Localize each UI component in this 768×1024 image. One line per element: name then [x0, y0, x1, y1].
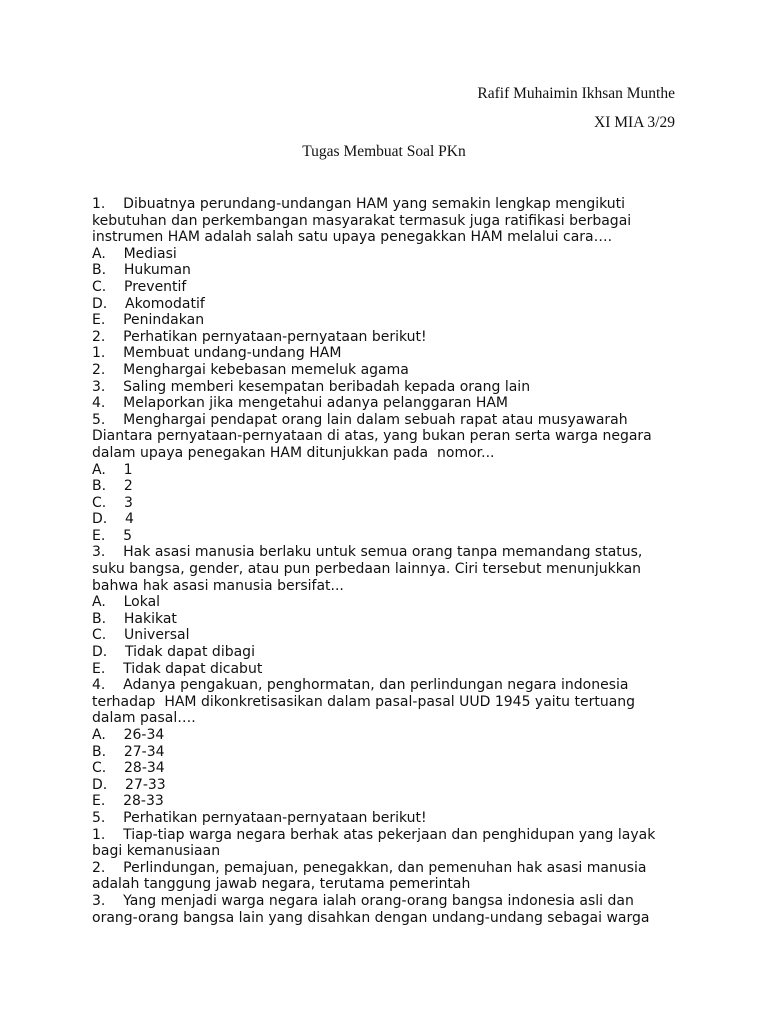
- text-line: instrumen HAM adalah salah satu upaya penegakkan HAM melalui cara….: [92, 229, 613, 246]
- text-line: A. 26-34: [92, 727, 165, 743]
- text-line: dalam upaya penegakan HAM ditunjukkan pada nomor...: [92, 444, 495, 461]
- text-line: E. 28-33: [92, 793, 164, 810]
- text-line: Diantara pernyataan-pernyataan di atas, yang bukan peran serta warga negara: [92, 428, 652, 445]
- text-line: 2. Menghargai kebebasan memeluk agama: [92, 361, 409, 378]
- text-line: terhadap HAM dikonkretisasikan dalam pasal-pasal UUD 1945 yaitu tertuang: [92, 693, 636, 710]
- text-line: C. Universal: [92, 627, 190, 644]
- text-line: 1. Dibuatnya perundang-undangan HAM yang semakin lengkap mengikuti: [92, 196, 626, 212]
- text-line: D. 4: [92, 511, 134, 528]
- text-line: C. 28-34: [92, 760, 165, 777]
- text-line: A. Mediasi: [92, 245, 177, 262]
- question-body: [92, 196, 672, 926]
- text-line: bagi kemanusiaan: [92, 843, 221, 860]
- document-title: Tugas Membuat Soal PKn: [302, 143, 466, 160]
- text-line: 5. Perhatikan pernyataan-pernyataan berikut!: [92, 809, 427, 826]
- text-line: E. Penindakan: [92, 312, 205, 329]
- text-line: A. 1: [92, 461, 133, 478]
- text-line: B. 27-34: [92, 743, 165, 760]
- text-line: suku bangsa, gender, atau pun perbedaan lainnya. Ciri tersebut menunjukkan: [92, 561, 642, 578]
- text-line: 1. Membuat undang-undang HAM: [92, 345, 342, 362]
- text-line: D. Akomodatif: [92, 295, 205, 312]
- text-line: bahwa hak asasi manusia bersifat...: [92, 577, 344, 594]
- text-line: 1. Tiap-tiap warga negara berhak atas pekerjaan dan penghidupan yang layak: [92, 826, 656, 843]
- text-line: 4. Adanya pengakuan, penghormatan, dan perlindungan negara indonesia: [92, 677, 629, 694]
- text-line: D. Tidak dapat dibagi: [92, 644, 255, 661]
- text-line: adalah tanggung jawab negara, terutama pemerintah: [92, 876, 471, 893]
- text-line: D. 27-33: [92, 776, 166, 793]
- text-line: B. Hakikat: [92, 610, 177, 627]
- text-line: orang-orang bangsa lain yang disahkan dengan undang-undang sebagai warga: [92, 909, 650, 926]
- text-line: 2. Perhatikan pernyataan-pernyataan berikut!: [92, 328, 427, 345]
- author-name: Rafif Muhaimin Ikhsan Munthe: [477, 85, 675, 102]
- text-line: B. 2: [92, 478, 133, 495]
- text-line: B. Hukuman: [92, 262, 191, 279]
- text-line: kebutuhan dan perkembangan masyarakat termasuk juga ratifikasi berbagai: [92, 212, 632, 229]
- text-line: A. Lokal: [92, 594, 161, 611]
- text-line: E. Tidak dapat dicabut: [92, 660, 263, 677]
- text-line: 3. Saling memberi kesempatan beribadah kepada orang lain: [92, 378, 531, 395]
- text-line: 5. Menghargai pendapat orang lain dalam sebuah rapat atau musyawarah: [92, 411, 628, 428]
- text-line: 3. Hak asasi manusia berlaku untuk semua orang tanpa memandang status,: [92, 544, 643, 561]
- text-line: E. 5: [92, 527, 133, 544]
- class-label: XI MIA 3/29: [594, 114, 675, 131]
- text-line: C. 3: [92, 494, 133, 511]
- text-line: C. Preventif: [92, 278, 187, 295]
- text-line: 3. Yang menjadi warga negara ialah orang-orang bangsa indonesia asli dan: [92, 892, 634, 909]
- text-line: dalam pasal….: [92, 710, 196, 727]
- text-line: 4. Melaporkan jika mengetahui adanya pelanggaran HAM: [92, 395, 509, 412]
- text-line: 2. Perlindungan, pemajuan, penegakkan, dan pemenuhan hak asasi manusia: [92, 859, 647, 876]
